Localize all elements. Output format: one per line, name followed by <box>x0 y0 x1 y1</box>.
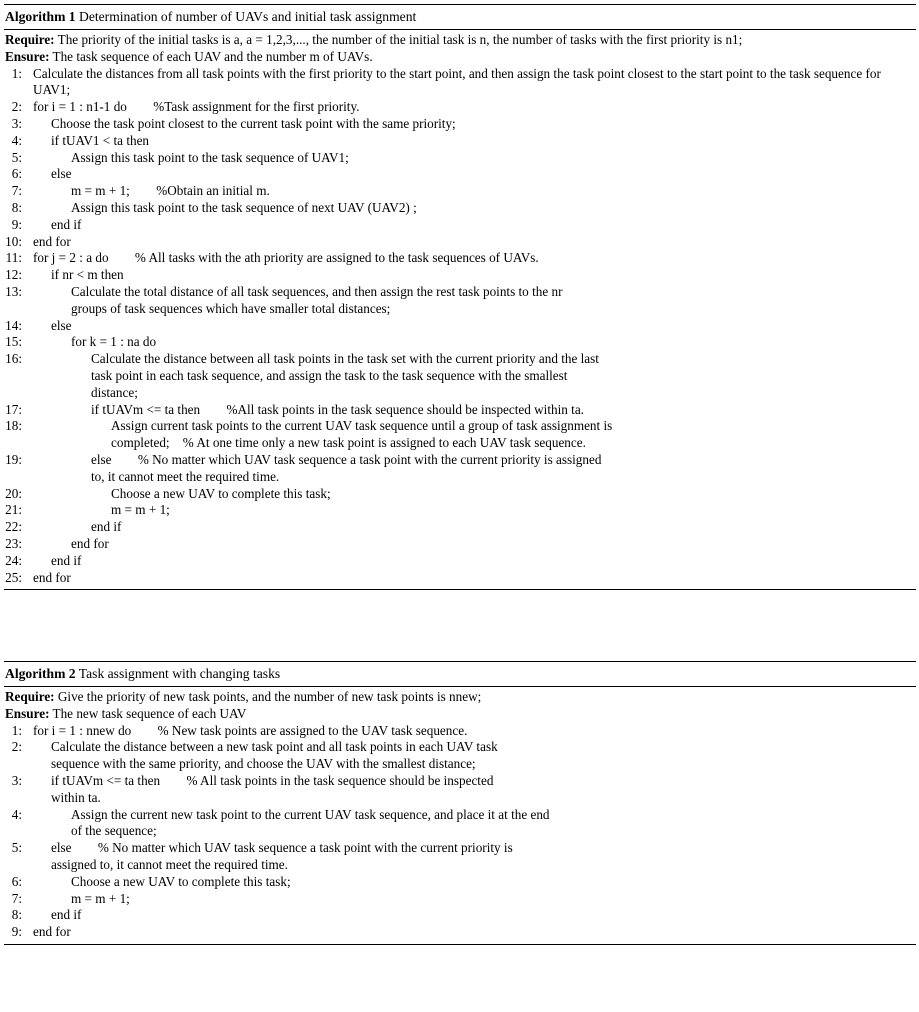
step-number: 10: <box>5 233 22 249</box>
algorithm-step <box>5 318 915 335</box>
step-number: 19: <box>5 451 22 467</box>
step-number: 8: <box>11 907 22 923</box>
algorithm-step <box>5 133 915 150</box>
step-text: Choose a new UAV to complete this task; <box>111 485 331 501</box>
algorithm-step <box>5 907 915 924</box>
step-text: if tUAVm <= ta then %All task points in the task sequence should be inspected within ta. <box>91 401 584 417</box>
algorithm-step <box>5 351 915 401</box>
algorithm-step <box>5 267 915 284</box>
step-text: if tUAV1 < ta then <box>51 132 150 148</box>
algorithm-step <box>5 234 915 251</box>
step-number: 4: <box>11 806 22 822</box>
step-text: end if <box>51 907 82 923</box>
algorithm-step <box>5 486 915 503</box>
algorithm-step <box>5 183 915 200</box>
algorithm-step <box>5 807 915 841</box>
step-text: m = m + 1; %Obtain an initial m. <box>71 183 270 199</box>
algorithm-2-body <box>4 687 916 944</box>
require-label: Require: <box>5 689 55 704</box>
require-label: Require: <box>5 32 55 47</box>
step-number: 23: <box>5 535 22 551</box>
require-line <box>5 689 915 706</box>
require-text: Give the priority of new task points, and the number of new task points is nnew; <box>57 689 482 704</box>
step-text: Assign this task point to the task sequence of next UAV (UAV2) ; <box>71 199 417 215</box>
ensure-text: The task sequence of each UAV and the number m of UAVs. <box>52 48 373 64</box>
algorithm-1-caption <box>4 5 916 29</box>
step-text: Choose a new UAV to complete this task; <box>71 873 291 889</box>
step-text: else <box>51 166 72 182</box>
step-text: else <box>51 317 72 333</box>
step-text: for i = 1 : n1-1 do %Task assignment for the first priority. <box>33 99 360 115</box>
algorithm-step <box>5 723 915 740</box>
algorithm-step <box>5 217 915 234</box>
step-text: else % No matter which UAV task sequence a task point with the current priority is assigned to, it cannot meet the required time. <box>51 840 516 872</box>
algorithm-step <box>5 874 915 891</box>
algorithm-1-steps <box>5 66 915 587</box>
bottom-rule <box>4 944 916 945</box>
algorithm-step <box>5 502 915 519</box>
step-number: 1: <box>11 722 22 738</box>
step-text: end if <box>91 519 122 535</box>
step-number: 5: <box>11 149 22 165</box>
algorithm-step <box>5 536 915 553</box>
step-number: 24: <box>5 552 22 568</box>
algorithm-step <box>5 99 915 116</box>
algorithm-1-label: Algorithm 1 <box>5 9 76 24</box>
step-text: end for <box>33 233 71 249</box>
algorithm-step <box>5 66 915 100</box>
step-text: if nr < m then <box>51 267 124 283</box>
step-number: 5: <box>11 840 22 856</box>
ensure-label: Ensure: <box>5 48 50 64</box>
step-number: 7: <box>11 183 22 199</box>
step-text: else % No matter which UAV task sequence a task point with the current priority is assigned to, it cannot meet the required time. <box>91 451 605 484</box>
algorithm-step <box>5 116 915 133</box>
step-number: 6: <box>11 873 22 889</box>
step-number: 2: <box>11 99 22 115</box>
algorithm-step <box>5 773 915 807</box>
algorithm-step <box>5 924 915 941</box>
step-text: Choose the task point closest to the current task point with the same priority; <box>51 115 456 131</box>
step-number: 20: <box>5 485 22 501</box>
step-text: end for <box>71 535 109 551</box>
step-text: Assign current task points to the current UAV task sequence until a group of task assignment is completed; % At one time only a new task point is assigned to each UAV task sequence. <box>111 418 616 451</box>
algorithm-step <box>5 250 915 267</box>
require-text: The priority of the initial tasks is a, a = 1,2,3,..., the number of the initial task is n, the number of tasks with the first priority is n1; <box>57 32 743 47</box>
step-text: m = m + 1; <box>111 502 170 518</box>
algorithm-step <box>5 150 915 167</box>
step-text: m = m + 1; <box>71 890 130 906</box>
step-text: Calculate the distance between all task points in the task set with the current priority and the last task point in each task sequence, and assign the task to the task sequence with the smallest distance; <box>91 351 603 400</box>
step-text: for j = 2 : a do % All tasks with the ath priority are assigned to the task sequences of UAVs. <box>33 250 539 266</box>
algorithm-step <box>5 200 915 217</box>
step-number: 3: <box>11 772 22 788</box>
step-text: end if <box>51 552 82 568</box>
ensure-text: The new task sequence of each UAV <box>52 705 247 721</box>
algorithm-1-title: Determination of number of UAVs and initial task assignment <box>79 9 417 24</box>
algorithm-step <box>5 452 915 486</box>
algorithm-step <box>5 418 915 452</box>
step-text: end for <box>33 569 71 585</box>
step-text: Calculate the distance between a new task point and all task points in each UAV task sequence with the same priority, and choose the UAV with the smallest distance; <box>51 739 501 772</box>
step-number: 2: <box>11 739 22 755</box>
step-number: 4: <box>11 132 22 148</box>
algorithm-step <box>5 553 915 570</box>
step-number: 18: <box>5 418 22 434</box>
step-number: 9: <box>11 216 22 232</box>
algorithm-2-title: Task assignment with changing tasks <box>78 666 281 681</box>
step-number: 3: <box>11 115 22 131</box>
step-text: Calculate the total distance of all task sequences, and then assign the rest task points to the nr groups of task sequences which have smaller total distances; <box>71 283 566 316</box>
step-number: 12: <box>5 267 22 283</box>
step-number: 14: <box>5 317 22 333</box>
bottom-rule <box>4 589 916 590</box>
step-number: 22: <box>5 519 22 535</box>
step-text: for i = 1 : nnew do % New task points are assigned to the UAV task sequence. <box>33 722 468 738</box>
step-text: Calculate the distances from all task points with the first priority to the start point, and then assign the task point closest to the start point to the task sequence for UAV1; <box>33 65 885 98</box>
step-number: 8: <box>11 199 22 215</box>
step-number: 6: <box>11 166 22 182</box>
algorithm-step <box>5 739 915 773</box>
step-number: 15: <box>5 334 22 350</box>
require-line <box>5 32 915 49</box>
step-number: 11: <box>5 250 22 266</box>
step-number: 1: <box>11 65 22 81</box>
algorithm-step <box>5 891 915 908</box>
algorithm-1-body <box>4 30 916 589</box>
algorithm-step <box>5 519 915 536</box>
step-number: 13: <box>5 283 22 299</box>
algorithm-step <box>5 840 915 874</box>
step-number: 21: <box>5 502 22 518</box>
algorithm-step <box>5 570 915 587</box>
step-text: Assign this task point to the task sequence of UAV1; <box>71 149 349 165</box>
algorithm-step <box>5 166 915 183</box>
algorithm-2-label: Algorithm 2 <box>5 666 76 681</box>
ensure-line <box>5 706 915 723</box>
step-number: 17: <box>5 401 22 417</box>
step-number: 9: <box>11 924 22 940</box>
algorithm-2 <box>4 661 916 945</box>
step-text: for k = 1 : na do <box>71 334 157 350</box>
ensure-label: Ensure: <box>5 705 50 721</box>
algorithm-1 <box>4 4 916 590</box>
ensure-line <box>5 49 915 66</box>
algorithm-2-caption <box>4 662 916 686</box>
step-text: end for <box>33 924 71 940</box>
step-text: end if <box>51 216 82 232</box>
step-number: 7: <box>11 890 22 906</box>
step-text: if tUAVm <= ta then % All task points in the task sequence should be inspected within ta. <box>51 772 497 805</box>
step-number: 25: <box>5 569 22 585</box>
algorithm-2-steps <box>5 723 915 941</box>
algorithm-step <box>5 402 915 419</box>
step-number: 16: <box>5 351 22 367</box>
algorithm-step <box>5 284 915 318</box>
algorithm-step <box>5 334 915 351</box>
step-text: Assign the current new task point to the current UAV task sequence, and place it at the end of the sequence; <box>71 806 553 839</box>
